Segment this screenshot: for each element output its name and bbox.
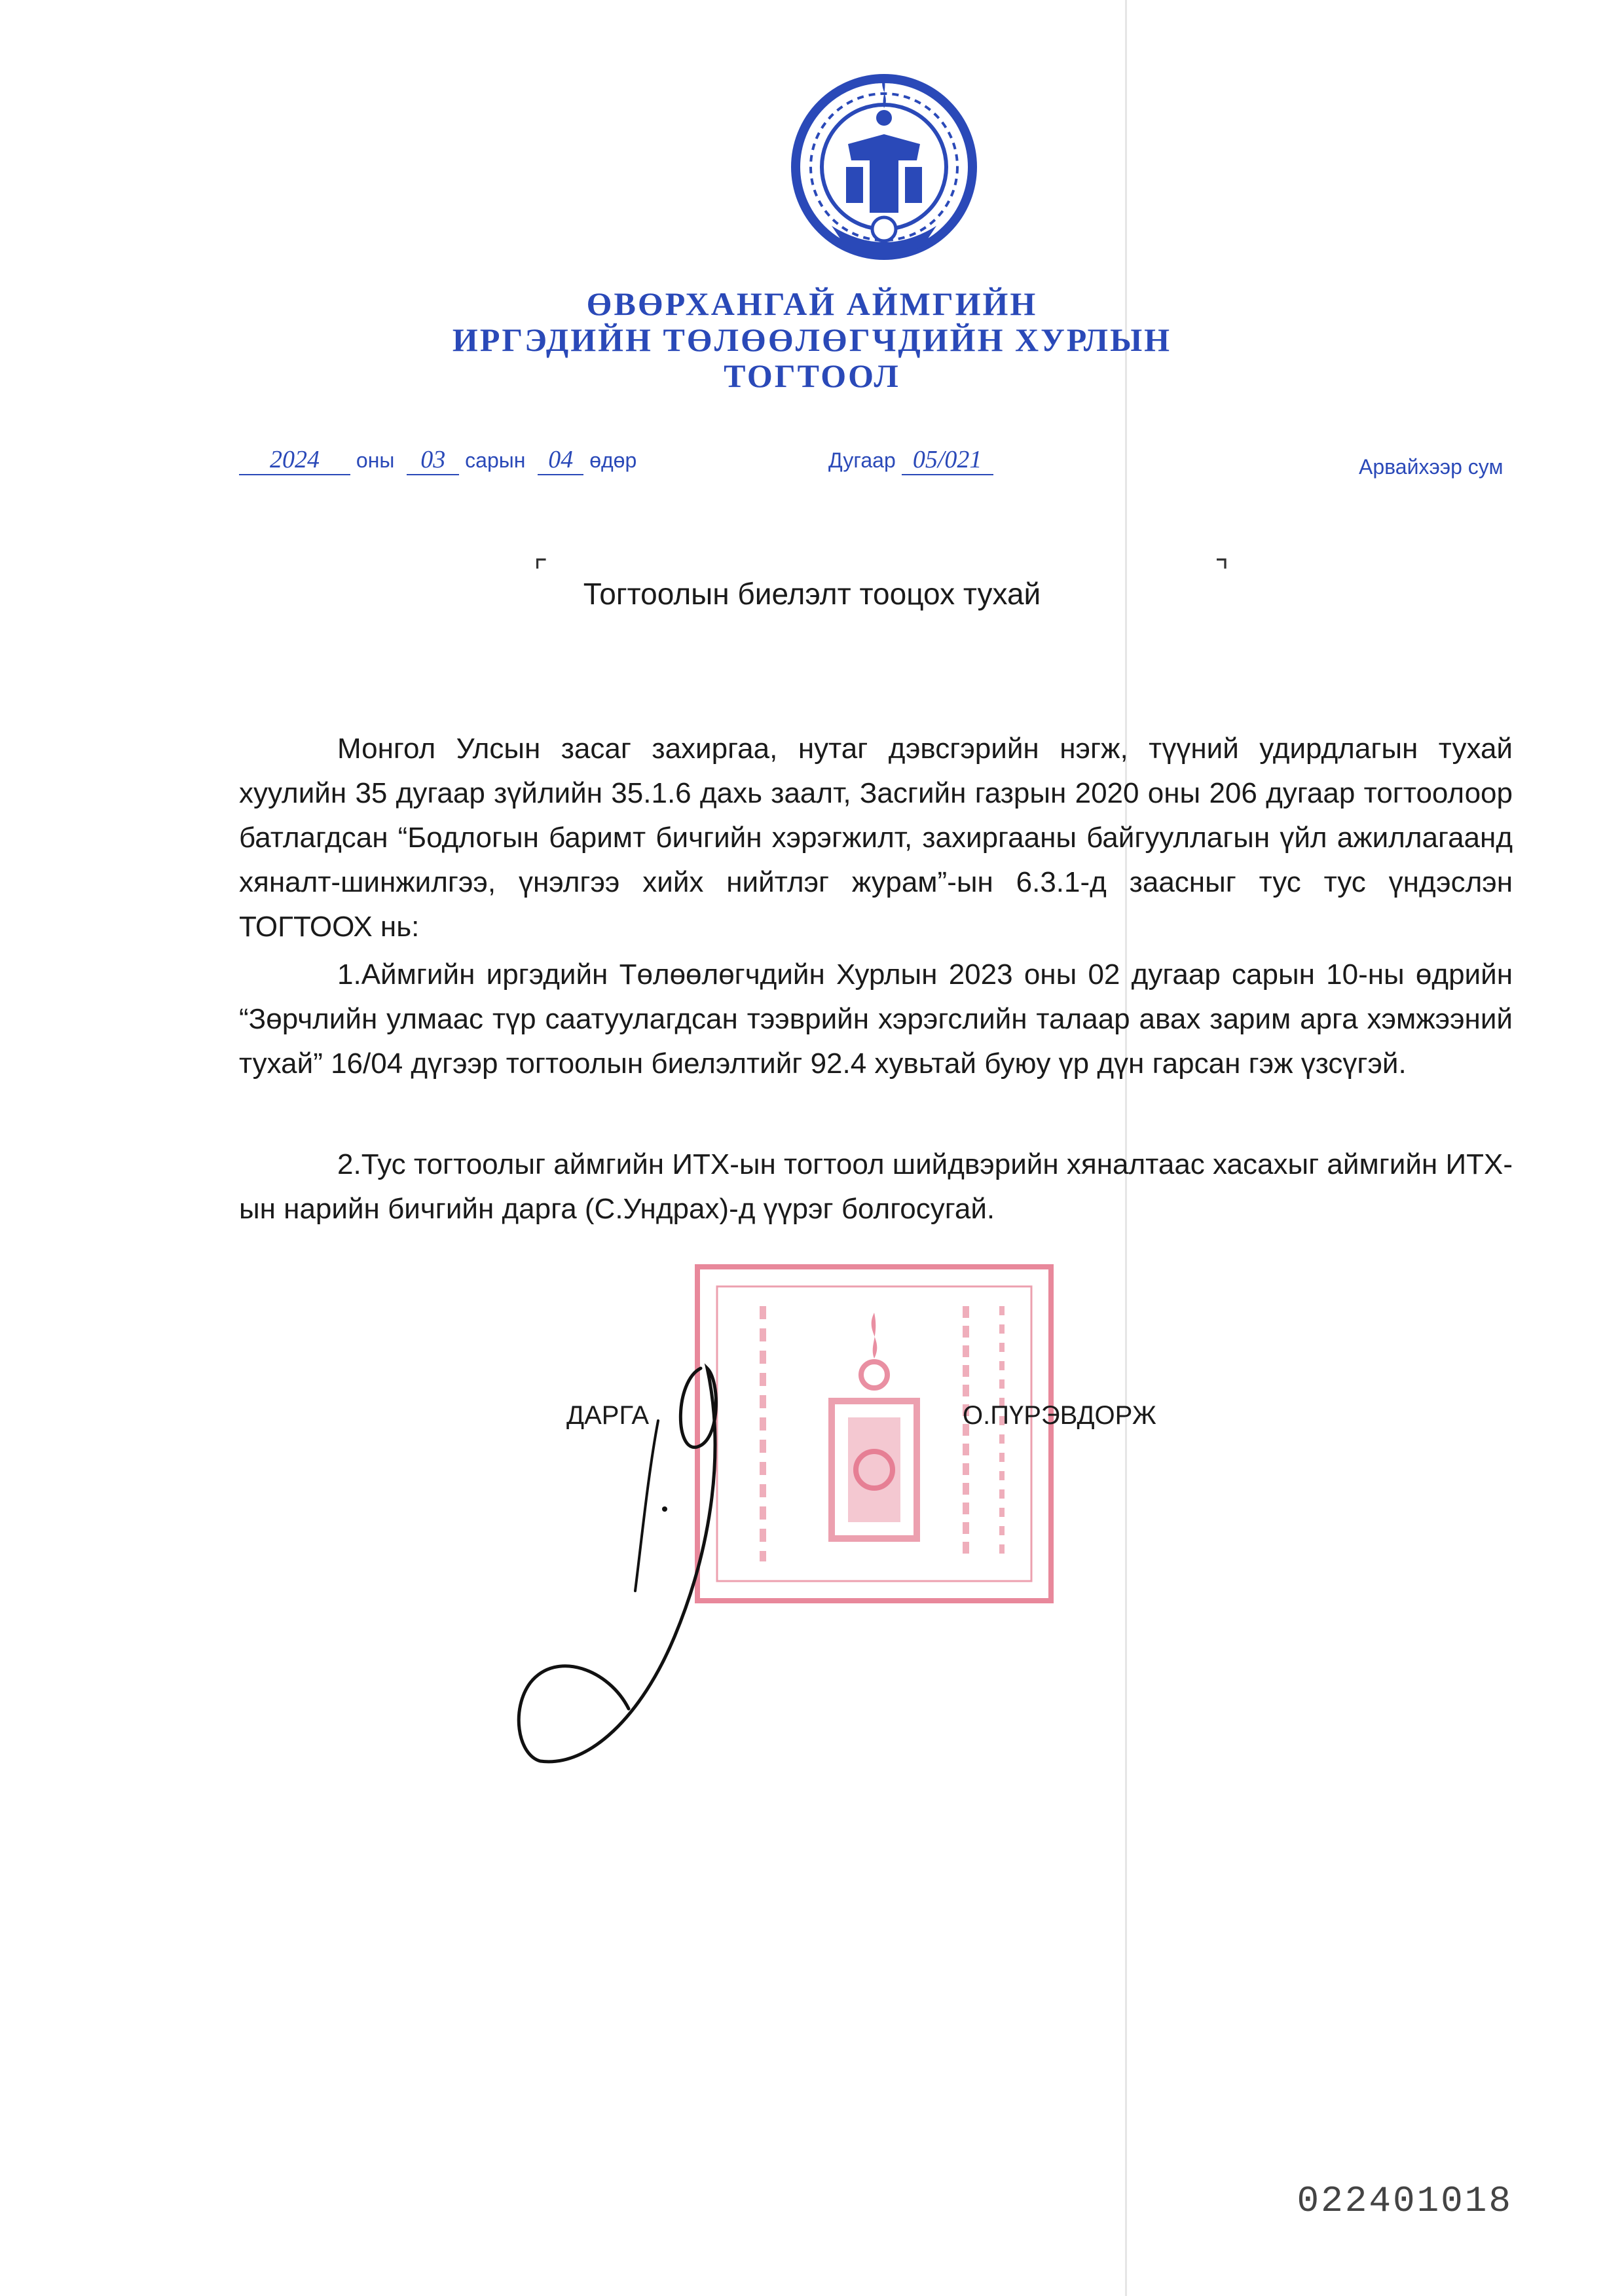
date-line xyxy=(239,445,637,475)
date-month-suffix: сарын xyxy=(465,448,526,472)
header-line-1: ӨВӨРХАНГАЙ АЙМГИЙН xyxy=(586,285,1038,322)
number-value: 05/021 xyxy=(902,445,993,475)
date-year-suffix: оны xyxy=(356,448,395,472)
header-line-2: ИРГЭДИЙН ТӨЛӨӨЛӨГЧДИЙН ХУРЛЫН xyxy=(452,321,1172,358)
signatory-title: ДАРГА xyxy=(566,1401,650,1430)
state-emblem xyxy=(786,62,982,272)
number-line xyxy=(828,445,993,475)
date-day: 04 xyxy=(538,445,583,475)
subject-title: Тогтоолын биелэлт тооцох тухай xyxy=(583,577,1041,611)
handwritten-signature xyxy=(511,1342,838,1787)
number-label: Дугаар xyxy=(828,448,896,472)
document-serial-number: 022401018 xyxy=(1297,2180,1513,2222)
signatory-name: О.ПҮРЭВДОРЖ xyxy=(963,1401,1156,1430)
body-item-2: 2.Тус тогтоолыг аймгийн ИТХ-ын тогтоол шийдвэрийн хяналтаас хасахыг аймгийн ИТХ-ын нарийн бичгийн дарга (С.Ундрах)-д үүрэг болгосугай. xyxy=(239,1148,1513,1225)
header-line-3: ТОГТООЛ xyxy=(724,357,900,394)
date-day-suffix: өдөр xyxy=(589,448,637,472)
subject-bracket-left: ⌜ xyxy=(534,554,548,588)
subject-bracket-right: ⌝ xyxy=(1215,554,1229,588)
body-preamble: Монгол Улсын засаг захиргаа, нутаг дэвсгэрийн нэгж, түүний удирдлагын тухай хуулийн 35 дугаар зүйлийн 35.1.6 дахь заалт, Засгийн газрын 2020 оны 206 дугаар тогтоолоор батлагдсан “Бодлогын баримт бичгийн хэрэгжилт, захиргааны байгууллагын үйл ажиллагаанд хяналт-шинжилгээ, үнэлгээ хийх нийтлэг журам”-ын 6.3.1-д заасныг тус тус үндэслэн ТОГТООХ нь: xyxy=(239,733,1513,943)
date-month: 03 xyxy=(407,445,459,475)
location: Арвайхээр сум xyxy=(1359,455,1504,479)
body-item-1: 1.Аймгийн иргэдийн Төлөөлөгчдийн Хурлын 2023 оны 02 дугаар сарын 10-ны өдрийн “Зөрчлийн улмаас түр саатуулагдсан тээврийн хэрэгслийн талаар авах зарим арга хэмжээний тухай” 16/04 дүгээр тогтоолын биелэлтийг 92.4 хувьтай буюу үр дүн гарсан гэж үзсүгэй. xyxy=(239,958,1513,1080)
date-year: 2024 xyxy=(239,445,350,475)
